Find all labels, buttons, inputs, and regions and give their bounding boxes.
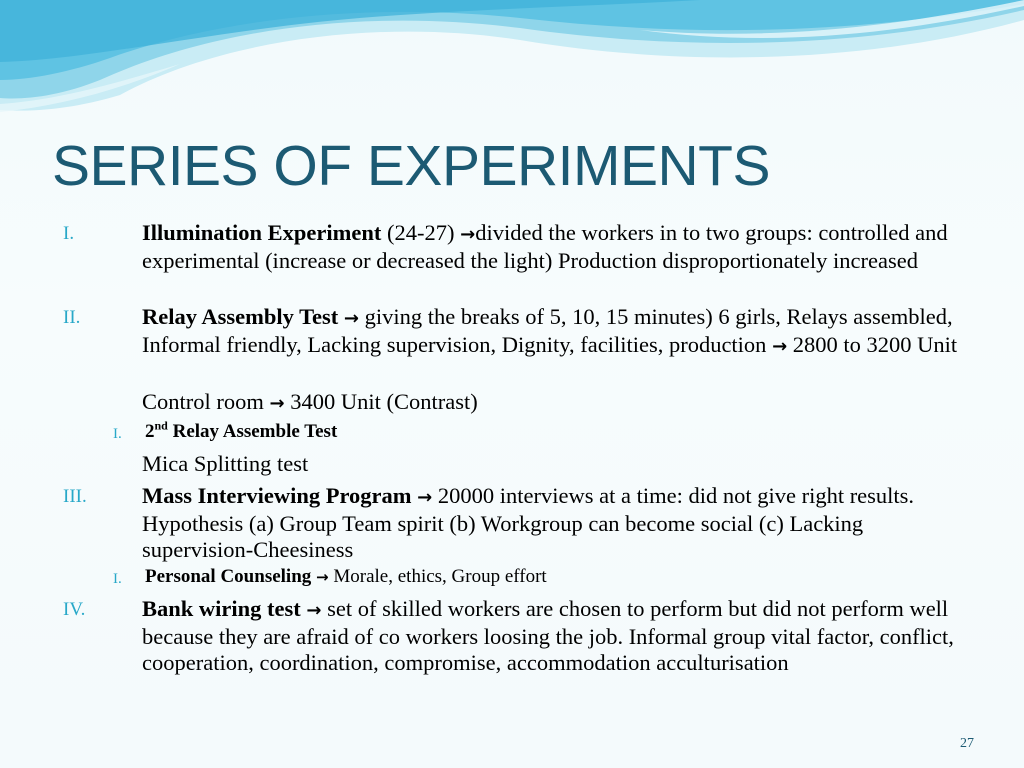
numeral-ii: II. [63,307,81,328]
numeral-i: I. [63,223,75,244]
item-heading: Illumination Experiment [142,220,382,245]
item-text: Control room [142,389,270,414]
numeral-iii: III. [63,486,87,507]
item-text: giving the breaks of 5, 10, 15 minutes) 6 girls, Relays assembled, Informal friendly, Lacking supervision, Dignity, facilities, production [142,304,953,357]
arrow-right-icon: → [417,487,433,508]
arrow-right-icon: → [343,308,359,329]
item-text: 20000 interviews at a time: did not give right results. Hypothesis (a) Group Team spirit (b) Workgroup can become social (c) Lacking supervision-Cheesiness [142,483,915,562]
slide-title: SERIES OF EXPERIMENTS [52,134,770,198]
sub-numeral-i: I. [113,571,122,587]
list-item-illumination [142,220,972,274]
list-item-relay-assembly [142,304,972,360]
list-item-control-room [142,389,972,417]
item-text: Mica Splitting test [142,451,309,476]
item-heading: Mass Interviewing Program [142,483,412,508]
arrow-right-icon: → [316,568,329,586]
superscript: nd [154,418,168,433]
list-item-mica-splitting [142,451,972,477]
item-heading: Relay Assembly Test [142,304,339,329]
item-text: 3400 Unit (Contrast) [284,389,478,414]
list-item-bank-wiring [142,596,972,676]
item-heading: Personal Counseling [145,566,312,587]
item-text: 2800 to 3200 Unit [787,332,958,357]
arrow-right-icon: → [460,224,476,245]
item-text: set of skilled workers are chosen to perform but did not perform well because they are afraid of co workers loosing the job. Informal group vital factor, conflict, cooperation, coordination, compromise, accommodation acculturisation [142,596,954,675]
arrow-right-icon: → [772,336,788,357]
numeral-iv: IV. [63,599,86,620]
arrow-right-icon: → [269,393,285,414]
sub-item-second-relay [145,420,337,444]
list-item-mass-interviewing [142,483,972,563]
sub-item-personal-counseling [145,565,547,589]
item-text: divided the workers in to two groups: controlled and experimental (increase or decreased the light) Production disproportionately increased [142,220,948,273]
arrow-right-icon: → [306,600,322,621]
item-heading: Bank wiring test [142,596,301,621]
item-text: 2 [145,421,155,442]
item-text: (24-27) [381,220,461,245]
page-number: 27 [960,736,974,751]
item-heading: Relay Assemble Test [167,421,338,442]
sub-numeral-i: I. [113,426,122,442]
item-text: Morale, ethics, Group effort [328,566,547,587]
